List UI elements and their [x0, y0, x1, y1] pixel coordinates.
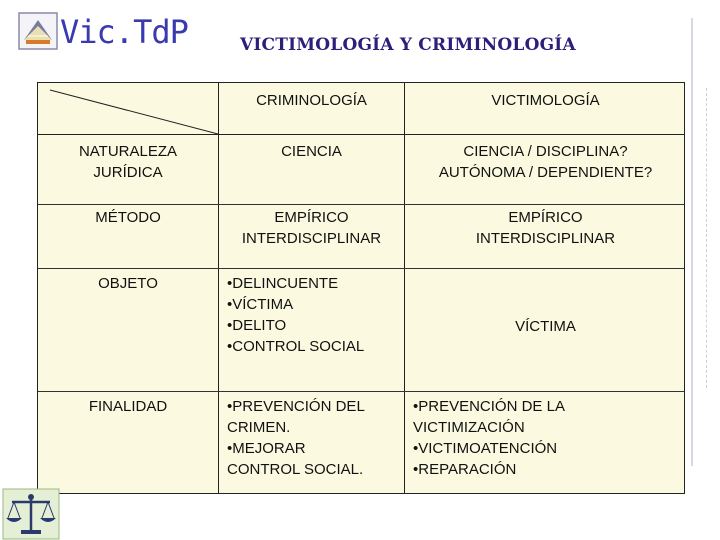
row-divider [38, 268, 684, 269]
cell-naturaleza-victimologia [405, 141, 686, 183]
row-label-finalidad [38, 396, 218, 417]
cell-line: AUTÓNOMA / DEPENDIENTE? [438, 164, 653, 181]
header-diagonal-line [38, 83, 219, 135]
cell-line: VICTIMIZACIÓN [413, 419, 525, 436]
cell-line: INTERDISCIPLINAR [475, 230, 616, 247]
cell-line: •VICTIMOATENCIÓN [413, 440, 558, 457]
cell-line: •CONTROL SOCIAL [227, 338, 365, 355]
cell-line: EMPÍRICO [274, 209, 349, 226]
cell-line: CIENCIA [281, 143, 342, 160]
column-header-label: CRIMINOLOGÍA [256, 92, 367, 109]
book-logo-icon [18, 12, 58, 50]
cell-objeto-criminologia [227, 273, 404, 357]
row-label-line: OBJETO [98, 275, 158, 292]
cell-line: CIENCIA / DISCIPLINA? [463, 143, 628, 160]
comparison-table [37, 82, 685, 494]
scales-of-justice-icon [2, 488, 60, 540]
row-label-objeto [38, 273, 218, 294]
edge-dashed-line [706, 88, 708, 388]
cell-finalidad-criminologia [227, 396, 404, 480]
edge-divider [691, 18, 693, 466]
cell-line: EMPÍRICO [508, 209, 583, 226]
cell-naturaleza-criminologia [219, 141, 404, 162]
row-label-line: JURÍDICA [93, 164, 163, 181]
cell-line: •REPARACIÓN [413, 461, 517, 478]
cell-line: INTERDISCIPLINAR [241, 230, 382, 247]
row-label-line: FINALIDAD [88, 398, 168, 415]
cell-finalidad-victimologia [413, 396, 686, 480]
cell-line: CRIMEN. [227, 419, 291, 436]
cell-line: •PREVENCIÓN DE LA [413, 398, 565, 415]
cell-metodo-criminologia [219, 207, 404, 249]
cell-line: •VÍCTIMA [227, 296, 294, 313]
cell-line: •DELINCUENTE [227, 275, 339, 292]
row-label-line: MÉTODO [95, 209, 161, 226]
row-label-line: NATURALEZA [78, 143, 178, 160]
page-title: VICTIMOLOGÍA Y CRIMINOLOGÍA [240, 35, 576, 55]
brand-name: Vic.TdP [60, 13, 188, 51]
row-divider [38, 134, 684, 135]
column-header-label: VICTIMOLOGÍA [491, 92, 600, 109]
cell-objeto-victimologia [405, 316, 686, 337]
column-header-criminologia [219, 90, 404, 111]
cell-line: CONTROL SOCIAL. [227, 461, 364, 478]
cell-line: •DELITO [227, 317, 287, 334]
cell-metodo-victimologia [405, 207, 686, 249]
cell-line: •MEJORAR [227, 440, 306, 457]
column-header-victimologia [405, 90, 686, 111]
brand-logo [18, 12, 188, 54]
row-divider [38, 204, 684, 205]
row-label-naturaleza [38, 141, 218, 183]
row-label-metodo [38, 207, 218, 228]
row-divider [38, 391, 684, 392]
cell-line: •PREVENCIÓN DEL [227, 398, 365, 415]
cell-line: VÍCTIMA [515, 318, 576, 335]
